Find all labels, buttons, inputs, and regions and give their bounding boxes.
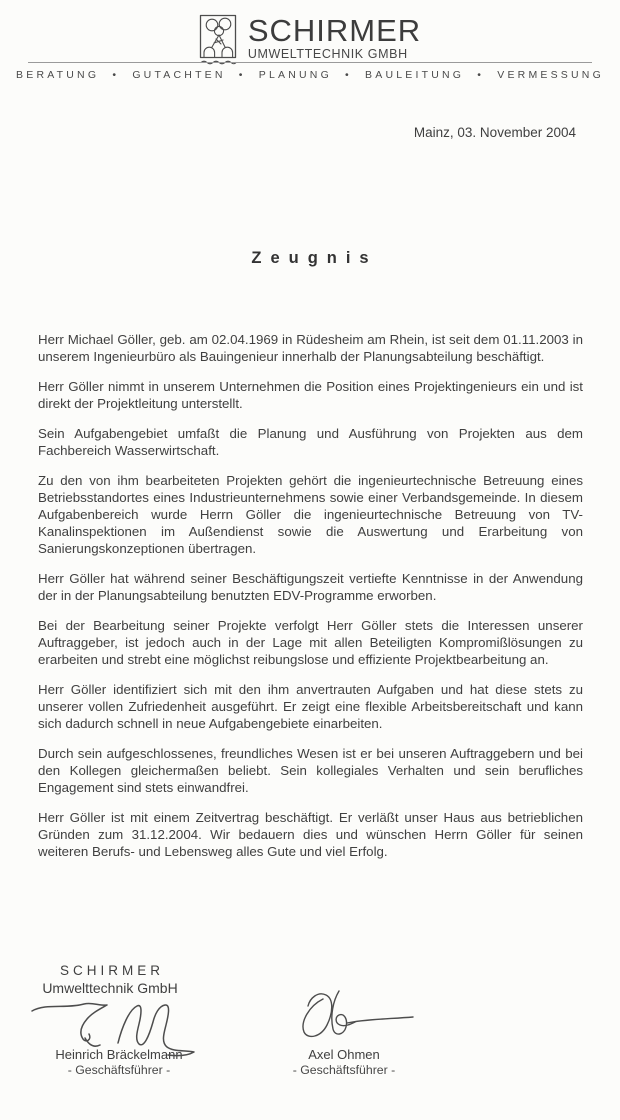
services-tagline: BERATUNG • GUTACHTEN • PLANUNG • BAULEITUNG • VERMESSUNG: [16, 69, 604, 81]
paragraph-identification: Herr Göller identifiziert sich mit den ihm anvertrauten Aufgaben und hat diese stets zu unserer vollen Zufriedenheit ausgeführt. Er zeigt eine flexible Arbeitsbereitschaft und kann sich dadurch schnell in neue Aufgabengebiete einarbeiten.: [38, 682, 583, 731]
signatory-right-name: Axel Ohmen: [308, 1047, 380, 1062]
paragraph-employment-intro: Herr Michael Göller, geb. am 02.04.1969 in Rüdesheim am Rhein, ist seit dem 01.11.2003 in unserem Ingenieurbüro als Bauingenieur innerhalb der Planungsabteilung beschäftigt.: [38, 332, 583, 364]
signature-company-subtitle: Umwelttechnik GmbH: [42, 980, 178, 996]
signatory-left-name: Heinrich Bräckelmann: [55, 1047, 183, 1062]
header-divider-line: [28, 62, 592, 63]
paragraph-character: Durch sein aufgeschlossenes, freundliches Wesen ist er bei unseren Auftraggebern und bei den Kollegen gleichermaßen beliebt. Sein kollegiales Verhalten und sein berufliches Engagement sind stets einwandfrei.: [38, 746, 583, 795]
company-logo: [0, 14, 620, 66]
trees-bridge-logo-icon: [199, 14, 239, 66]
document-title: Zeugnis: [251, 249, 378, 267]
letter-body: [38, 331, 583, 873]
paragraph-client-interests: Bei der Bearbeitung seiner Projekte verfolgt Herr Göller stets die Interessen unserer Auftraggeber, ist jedoch auch in der Lage mit allen Beteiligten Kompromißlösungen zu erarbeiten und strebt eine möglichst reibungslose und effiziente Projektbearbeitung an.: [38, 618, 583, 667]
paragraph-projects: Zu den von ihm bearbeiteten Projekten gehört die ingenieurtechnische Betreuung eines Betriebsstandortes eines Industrieunternehmens sowie einer Verbandsgemeinde. In diesem Aufgabenbereich wurde Herrn Göller die ingenieurtechnische Betreuung von TV-Kanalinspektionen im Außendienst sowie die Auswertung und Erarbeitung von Sanierungskonzeptionen übertragen.: [38, 473, 583, 556]
paragraph-duties: Sein Aufgabengebiet umfaßt die Planung und Ausführung von Projekten aus dem Fachbereich Wasserwirtschaft.: [38, 426, 583, 458]
company-subtitle: UMWELTTECHNIK GMBH: [247, 47, 408, 61]
date-line: Mainz, 03. November 2004: [413, 125, 576, 140]
signature-company-name: SCHIRMER: [59, 963, 164, 978]
paragraph-contract-end: Herr Göller ist mit einem Zeitvertrag beschäftigt. Er verläßt unser Haus aus betrieblichen Gründen zum 31.12.2004. Wir bedauern dies und wünschen Herrn Göller für seinen weiteren Berufs- und Lebensweg alles Gute und viel Erfolg.: [38, 810, 583, 859]
signatory-right-title: - Geschäftsführer -: [292, 1063, 396, 1077]
paragraph-position: Herr Göller nimmt in unserem Unternehmen die Position eines Projektingenieurs ein und ist direkt der Projektleitung unterstellt.: [38, 379, 583, 411]
handwritten-signature-right: [293, 986, 428, 1046]
signatory-left-title: - Geschäftsführer -: [67, 1063, 171, 1077]
paragraph-edv-knowledge: Herr Göller hat während seiner Beschäftigungszeit vertiefte Kenntnisse in der Anwendung der in der Planungsabteilung benutzten EDV-Programme erworben.: [38, 571, 583, 603]
signature-company-block: [36, 963, 184, 996]
company-wordmark: [248, 14, 421, 61]
signatory-left: [38, 1047, 200, 1077]
company-name: SCHIRMER: [247, 13, 422, 48]
signatory-right: [275, 1047, 413, 1077]
